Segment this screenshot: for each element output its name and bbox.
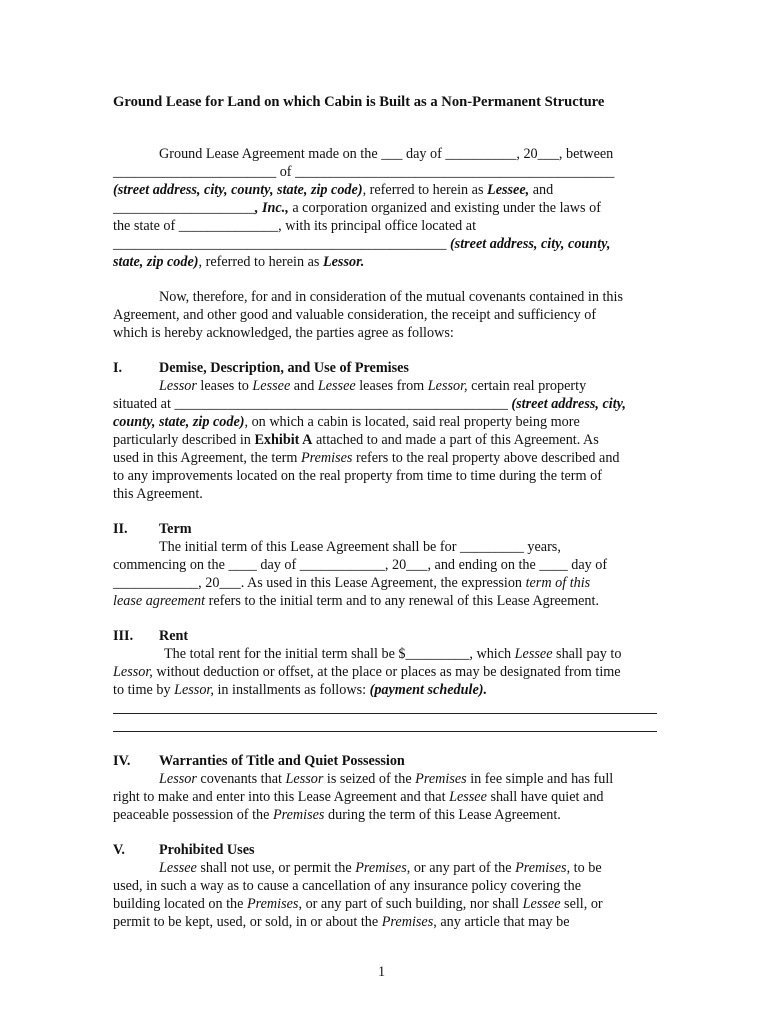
- section-5-line-3: building located on the Premises, or any part of such building, nor shall Lessee sell, or: [113, 896, 603, 912]
- section-2-heading: Term: [159, 521, 192, 537]
- page-number: 1: [378, 964, 386, 980]
- recital-line-2: Agreement, and other good and valuable consideration, the receipt and sufficiency of: [113, 307, 597, 323]
- section-4-number: IV.: [113, 753, 131, 769]
- recital-line-3: which is hereby acknowledged, the parties agree as follows:: [113, 325, 454, 341]
- section-2-line-2: commencing on the ____ day of ____________, 20___, and ending on the ____ day of: [113, 557, 608, 573]
- section-1-line-1: Lessor leases to Lessee and Lessee leases from Lessor, certain real property: [159, 378, 587, 394]
- section-1-line-7: this Agreement.: [113, 486, 203, 502]
- section-2-number: II.: [113, 521, 128, 537]
- intro-line-3: (street address, city, county, state, zip code), referred to herein as Lessee, and: [113, 182, 554, 198]
- section-1-line-5: used in this Agreement, the term Premises refers to the real property above described and: [113, 450, 620, 466]
- document-title: Ground Lease for Land on which Cabin is Built as a Non-Permanent Structure: [113, 94, 605, 110]
- section-3-line-3: to time by Lessor, in installments as follows: (payment schedule).: [113, 682, 488, 698]
- section-1-line-3: county, state, zip code), on which a cabin is located, said real property being more: [113, 414, 580, 430]
- section-4-heading: Warranties of Title and Quiet Possession: [159, 753, 405, 769]
- section-5-line-2: used, in such a way as to cause a cancellation of any insurance policy covering the: [113, 878, 582, 894]
- recital-line-1: Now, therefore, for and in consideration of the mutual covenants contained in this: [159, 289, 623, 305]
- section-4-line-2: right to make and enter into this Lease Agreement and that Lessee shall have quiet and: [113, 789, 604, 805]
- intro-line-2: _______________________ of _____________________________________________: [113, 164, 615, 180]
- section-2-line-1: The initial term of this Lease Agreement shall be for _________ years,: [159, 539, 561, 555]
- section-3-line-2: Lessor, without deduction or offset, at the place or places as may be designated from time: [113, 664, 621, 680]
- intro-line-6: _______________________________________________ (street address, city, county,: [113, 236, 611, 252]
- section-5-line-4: permit to be kept, used, or sold, in or about the Premises, any article that may be: [113, 914, 570, 930]
- intro-line-5: the state of ______________, with its principal office located at: [113, 218, 477, 234]
- section-1-line-6: to any improvements located on the real property from time to time during the term of: [113, 468, 602, 484]
- intro-line-7: state, zip code), referred to herein as Lessor.: [113, 254, 365, 270]
- section-5-number: V.: [113, 842, 125, 858]
- section-2-line-3: ____________, 20___. As used in this Lease Agreement, the expression term of this: [113, 575, 591, 591]
- intro-line-1: Ground Lease Agreement made on the ___ day of __________, 20___, between: [159, 146, 614, 162]
- section-4-line-1: Lessor covenants that Lessor is seized of the Premises in fee simple and has full: [159, 771, 614, 787]
- payment-schedule-blank-line-2: [113, 731, 657, 732]
- section-3-heading: Rent: [159, 628, 189, 644]
- section-5-line-1: Lessee shall not use, or permit the Premises, or any part of the Premises, to be: [159, 860, 602, 876]
- section-2-line-4: lease agreement refers to the initial term and to any renewal of this Lease Agreement.: [113, 593, 600, 609]
- section-5-heading: Prohibited Uses: [159, 842, 255, 858]
- section-3-line-1: The total rent for the initial term shall be $_________, which Lessee shall pay to: [164, 646, 622, 662]
- section-1-line-4: particularly described in Exhibit A attached to and made a part of this Agreement. As: [113, 432, 599, 448]
- section-3-number: III.: [113, 628, 134, 644]
- section-1-number: I.: [113, 360, 123, 376]
- payment-schedule-blank-line-1: [113, 713, 657, 714]
- section-4-line-3: peaceable possession of the Premises during the term of this Lease Agreement.: [113, 807, 561, 823]
- section-1-heading: Demise, Description, and Use of Premises: [159, 360, 409, 376]
- intro-line-4: ____________________, Inc., a corporation organized and existing under the laws of: [113, 200, 601, 216]
- section-1-line-2: situated at _______________________________________________ (street address, city,: [113, 396, 626, 412]
